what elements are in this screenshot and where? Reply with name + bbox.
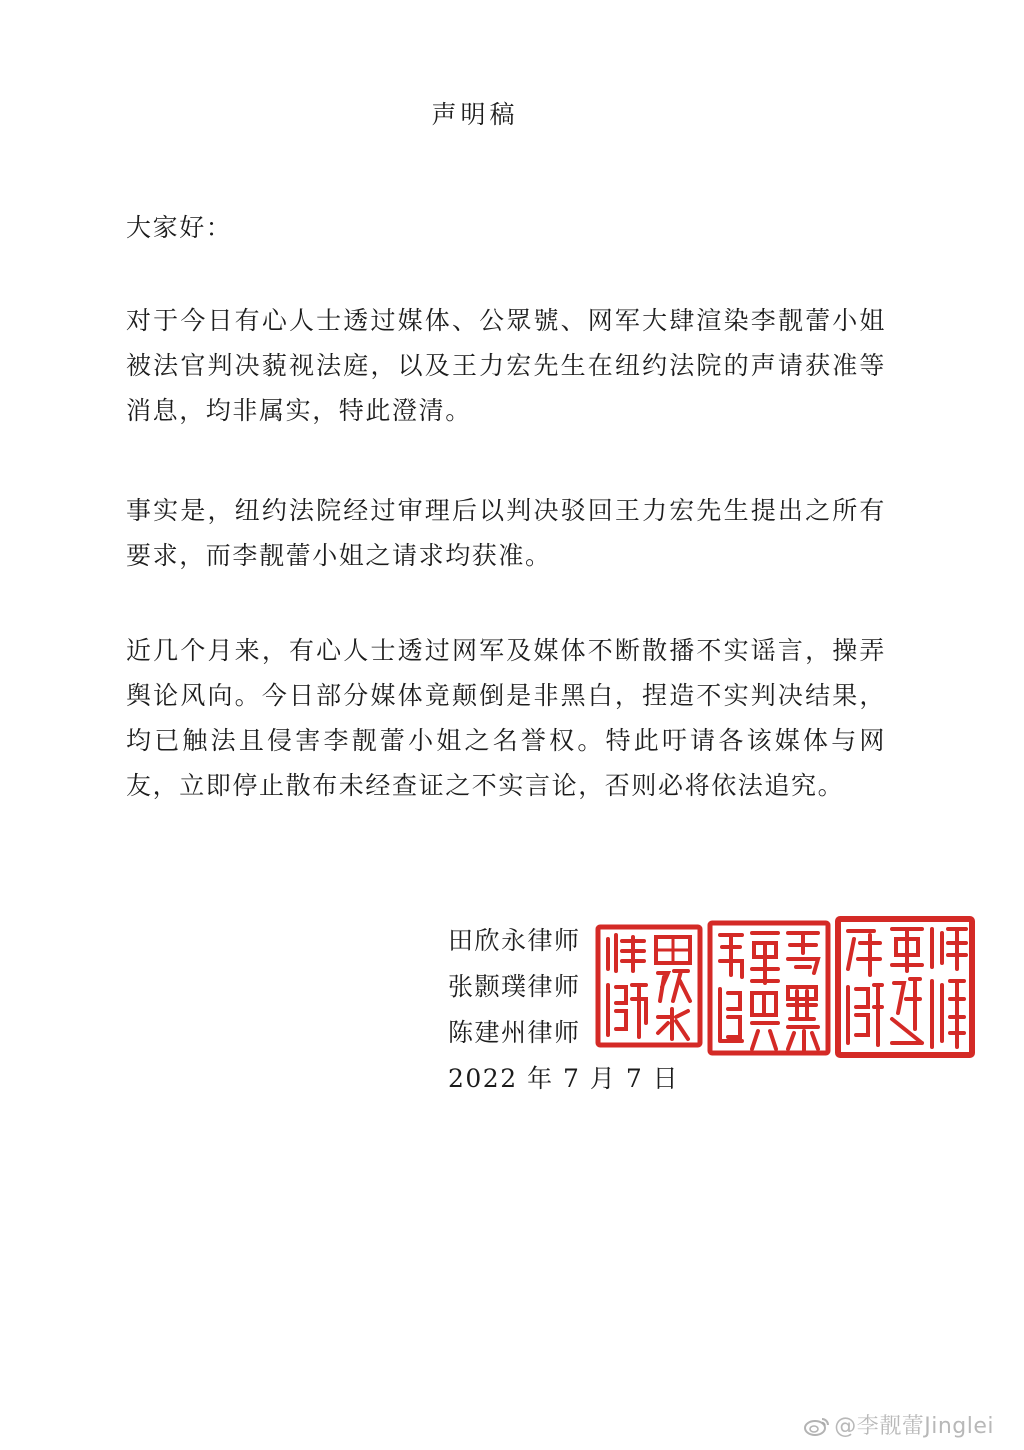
paragraph-3: 近几个月来，有心人士透过网军及媒体不断散播不实谣言，操弄舆论风向。今日部分媒体竟颠倒是非黑白，捏造不实判决结果，均已触法且侵害李靓蕾小姐之名誉权。特此吁请各该媒体与网友，立即停止散布未经查证之不实言论，否则必将依法追究。 xyxy=(126,636,886,800)
weibo-icon xyxy=(804,1416,830,1436)
signature-date: 2022 年 7 月 7 日 xyxy=(448,1064,680,1093)
signature-lawyer-1: 田欣永律师 xyxy=(448,926,581,955)
greeting: 大家好： xyxy=(126,213,233,242)
paragraph-1: 对于今日有心人士透过媒体、公眾號、网军大肆渲染李靓蕾小姐被法官判决藐视法庭，以及王力宏先生在纽约法院的声请获准等消息，均非属实，特此澄清。 xyxy=(126,306,886,425)
weibo-watermark xyxy=(804,1409,994,1440)
seal-chen-icon xyxy=(838,919,972,1055)
seal-group xyxy=(592,915,982,1060)
page-title: 声明稿 xyxy=(431,100,519,129)
seal-stamps xyxy=(592,915,982,1060)
watermark-text: @李靓蕾Jinglei xyxy=(834,1414,994,1439)
seal-tian-icon xyxy=(598,927,700,1045)
seal-zhang-icon xyxy=(710,923,828,1053)
paragraph-2: 事实是，纽约法院经过审理后以判决驳回王力宏先生提出之所有要求，而李靓蕾小姐之请求均获准。 xyxy=(126,496,886,570)
signature-lawyer-3: 陈建州律师 xyxy=(448,1018,581,1047)
signature-lawyer-2: 张颢璞律师 xyxy=(448,972,581,1001)
